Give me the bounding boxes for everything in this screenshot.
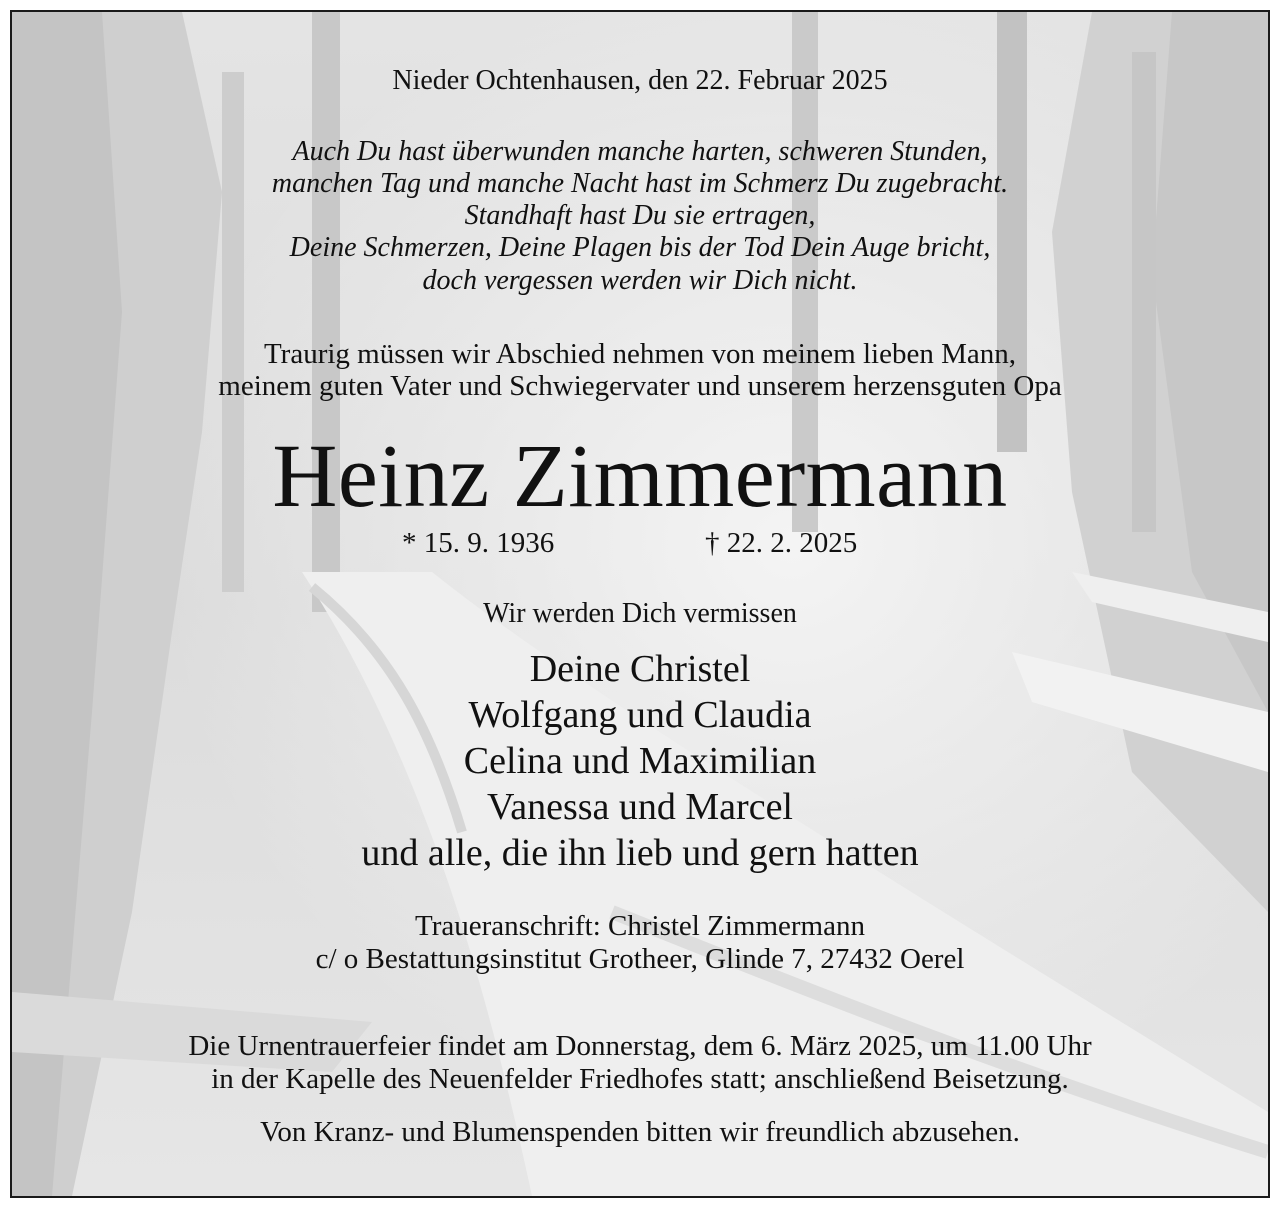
farewell-intro-line: Traurig müssen wir Abschied nehmen von meinem lieben Mann, [263,338,1016,370]
miss-line: Wir werden Dich vermissen [483,598,797,629]
family-member-line: Deine Christel [529,648,751,690]
ceremony-info-line: Die Urnentrauerfeier findet am Donnerstag, dem 6. März 2025, um 11.00 Uhr [188,1030,1092,1062]
mourning-address-line: c/ o Bestattungsinstitut Grotheer, Glinde 7, 27432 Oerel [315,943,965,975]
death-date: † 22. 2. 2025 [705,527,858,559]
family-member-line: Celina und Maximilian [463,740,817,782]
mourning-address-line: Traueranschrift: Christel Zimmermann [415,910,865,942]
family-member-line: Vanessa und Marcel [486,786,793,828]
poem-line: manchen Tag und manche Nacht hast im Schmerz Du zugebracht. [271,168,1009,199]
flowers-note: Von Kranz- und Blumenspenden bitten wir freundlich abzusehen. [260,1116,1020,1148]
birth-date: * 15. 9. 1936 [402,527,555,559]
poem-line: Deine Schmerzen, Deine Plagen bis der Tod Dein Auge bricht, [289,232,991,263]
obituary-frame [10,10,1270,1198]
obituary-content [12,12,1268,1196]
place-date-line: Nieder Ochtenhausen, den 22. Februar 2025 [392,65,888,96]
family-member-line: und alle, die ihn lieb und gern hatten [361,832,919,874]
deceased-name: Heinz Zimmermann [272,427,1008,526]
poem-line: doch vergessen werden wir Dich nicht. [422,265,858,296]
ceremony-info-line: in der Kapelle des Neuenfelder Friedhofes statt; anschließend Beisetzung. [211,1063,1069,1095]
poem-line: Standhaft hast Du sie ertragen, [464,200,816,231]
farewell-intro-line: meinem guten Vater und Schwiegervater und unserem herzensguten Opa [218,370,1062,402]
poem-line: Auch Du hast überwunden manche harten, schweren Stunden, [292,136,988,167]
family-member-line: Wolfgang und Claudia [468,694,812,736]
